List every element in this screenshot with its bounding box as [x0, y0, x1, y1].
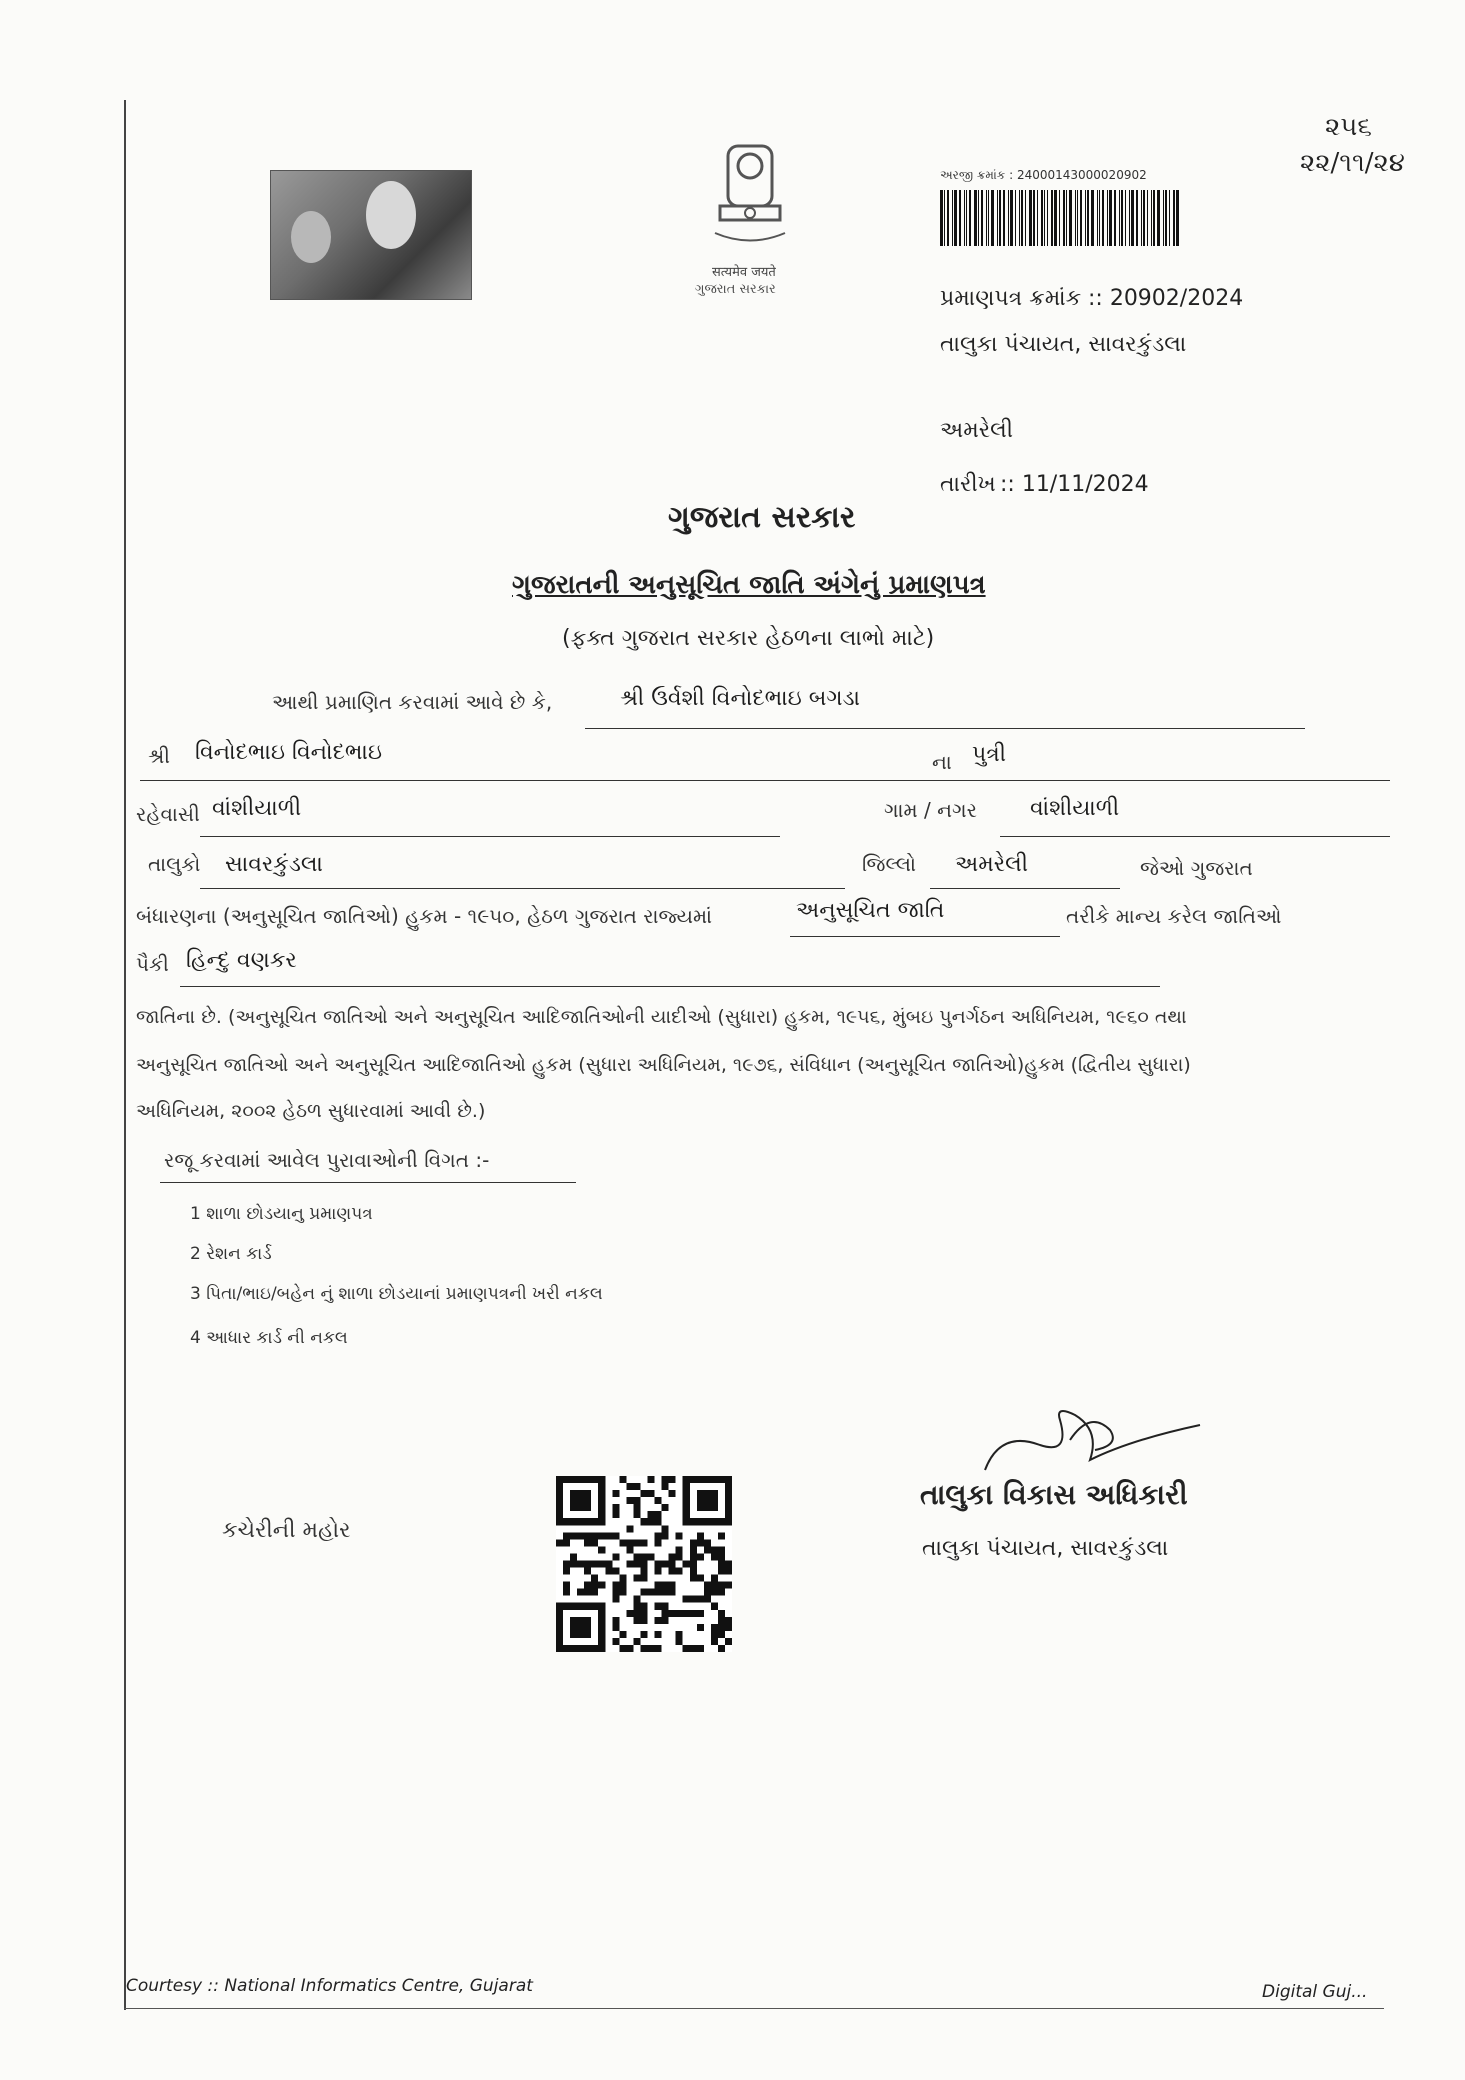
barcode-bar: [978, 190, 979, 246]
amendment-para-line2: અનુસૂચિત જાતિઓ અને અનુસૂચિત આદિજાતિઓ હુકમ (સુધારા અધિનિયમ, ૧૯૭૬, સંવિધાન (અનુસૂચિત જાતિઓ)હુકમ (દ્વિતીય સુધારા): [136, 1054, 1191, 1076]
barcode-bar: [952, 190, 953, 246]
certificate-purpose: (ફક્ત ગુજરાત સરકાર હેઠળના લાભો માટે): [562, 626, 935, 651]
barcode-bar: [1069, 190, 1072, 246]
barcode-bar: [1037, 190, 1038, 246]
barcode-bar: [1157, 190, 1160, 246]
barcode: [940, 190, 1230, 246]
barcode-bar: [1075, 190, 1076, 246]
barcode-bar: [1102, 190, 1104, 246]
barcode-bar: [1119, 190, 1120, 246]
barcode-bar: [1165, 190, 1167, 246]
barcode-bar: [1051, 190, 1053, 246]
barcode-bar: [1121, 190, 1123, 246]
page-border-bottom: [124, 2008, 1384, 2009]
constitution-order-text: બંધારણના (અનુસૂચિત જાતિઓ) હુકમ - ૧૯૫૦, હેઠળ ગુજરાત રાજ્યમાં: [136, 904, 712, 928]
village-label: ગામ / નગર: [884, 798, 977, 822]
footer-digital-gujarat: Digital Guj...: [1262, 1982, 1368, 2002]
date-label: તારીખ: [940, 472, 996, 497]
barcode-bar: [1033, 190, 1035, 246]
issuer-district: અમરેલી: [940, 418, 1014, 443]
barcode-bar: [1077, 190, 1078, 246]
emblem-motto: सत्यमेव जयते: [712, 265, 776, 280]
barcode-bar: [969, 190, 971, 246]
barcode-bar: [1153, 190, 1155, 246]
barcode-bar: [959, 190, 961, 246]
barcode-bar: [1054, 190, 1057, 246]
caste-category: અનુસૂચિત જાતિ: [796, 898, 945, 923]
handwritten-ref-date: ૨૨/૧૧/૨૪: [1300, 148, 1405, 178]
ashoka-emblem-icon: [700, 138, 800, 268]
village-value: વાંશીયાળી: [1030, 796, 1120, 821]
holder-name-underline: [585, 728, 1305, 729]
barcode-bar: [1041, 190, 1043, 246]
evidence-item-3: 3 પિતા/ભાઇ/બહેન નું શાળા છોડયાનાં પ્રમાણપત્રની ખરી નકલ: [190, 1284, 603, 1304]
barcode-bar: [966, 190, 967, 246]
state-label: જેઓ ગુજરાત: [1140, 856, 1253, 880]
barcode-bar: [1085, 190, 1086, 246]
barcode-bar: [1143, 190, 1145, 246]
handwritten-ref-number: ૨૫૬: [1325, 112, 1372, 142]
barcode-bar: [1176, 190, 1179, 246]
barcode-bar: [986, 190, 987, 246]
amendment-para-line3: અધિનિયમ, ૨૦૦૨ હેઠળ સુધારવામાં આવી છે.): [136, 1100, 486, 1122]
barcode-bar: [1003, 190, 1005, 246]
barcode-bar: [988, 190, 989, 246]
father-prefix: શ્રી: [148, 744, 171, 768]
barcode-bar: [1044, 190, 1045, 246]
barcode-bar: [997, 190, 998, 246]
barcode-bar: [944, 190, 945, 246]
barcode-bar: [1015, 190, 1016, 246]
barcode-bar: [1141, 190, 1142, 246]
evidence-heading: રજૂ કરવામાં આવેલ પુરાવાઓની વિગત :-: [164, 1148, 490, 1172]
barcode-bar: [1151, 190, 1152, 246]
caste-name-underline: [180, 986, 1160, 987]
evidence-item-2: 2 રેશન કાર્ડ: [190, 1244, 272, 1264]
taluka-underline: [200, 888, 845, 889]
barcode-bar: [1059, 190, 1060, 246]
barcode-bar: [974, 190, 977, 246]
father-name: વિનોદભાઇ વિનોદભાઇ: [195, 740, 382, 765]
barcode-bar: [1019, 190, 1020, 246]
barcode-bar: [1066, 190, 1067, 246]
caste-name: હિન્દુ વણકર: [186, 948, 297, 973]
barcode-bar: [1080, 190, 1082, 246]
village-underline: [1000, 836, 1390, 837]
barcode-bar: [1107, 190, 1108, 246]
barcode-bar: [1129, 190, 1130, 246]
recognised-castes-text: તરીકે માન્ય કરેલ જાતિઓ: [1066, 904, 1282, 928]
barcode-bar: [1147, 190, 1148, 246]
signatory-office: તાલુકા પંચાયત, સાવરકુંડલા: [922, 1536, 1169, 1561]
barcode-bar: [1114, 190, 1116, 246]
barcode-bar: [1008, 190, 1009, 246]
father-underline: [140, 780, 1390, 781]
barcode-bar: [1029, 190, 1032, 246]
office-stamp-label: કચેરીની મહોર: [222, 1518, 351, 1543]
barcode-bar: [1091, 190, 1094, 246]
district-label: જિલ્લો: [862, 852, 916, 876]
barcode-bar: [1099, 190, 1100, 246]
barcode-bar: [981, 190, 983, 246]
resident-value: વાંશીયાળી: [212, 796, 302, 821]
qr-code-icon: [556, 1476, 732, 1652]
barcode-bar: [1021, 190, 1023, 246]
footer-courtesy: Courtesy :: National Informatics Centre, Gujarat: [126, 1976, 533, 1996]
district-value: અમરેલી: [955, 852, 1029, 877]
certificate-title: ગુજરાતની અનુસૂચિત જાતિ અંગેનું પ્રમાણપત્ર: [512, 570, 986, 600]
barcode-bar: [1173, 190, 1175, 246]
taluka-value: સાવરકુંડલા: [225, 852, 323, 877]
photo-face-secondary: [291, 211, 331, 263]
issue-date: :: 11/11/2024: [1000, 472, 1149, 497]
resident-label: રહેવાસી: [136, 802, 200, 826]
barcode-bar: [1025, 190, 1026, 246]
application-number: અરજી ક્રમાંક : 24000143000020902: [940, 168, 1147, 182]
holder-photo: [270, 170, 472, 300]
relation-prefix: ના: [932, 750, 952, 774]
barcode-bar: [940, 190, 943, 246]
signatory-title: તાલુકા વિકાસ અધિકારી: [920, 1478, 1188, 1511]
barcode-bar: [954, 190, 957, 246]
page-border-left: [124, 100, 126, 2010]
evidence-heading-underline: [160, 1182, 576, 1183]
certificate-number: :: 20902/2024: [1088, 286, 1244, 311]
barcode-bar: [1063, 190, 1065, 246]
district-underline: [930, 888, 1120, 889]
emblem-caption: ગુજરાત સરકાર: [695, 282, 776, 297]
government-title: ગુજરાત સરકાર: [668, 500, 856, 535]
barcode-bar: [1097, 190, 1098, 246]
barcode-bar: [964, 190, 965, 246]
holder-name: શ્રી ઉર્વશી વિનોદભાઇ બગડા: [620, 686, 860, 711]
amendment-para-line1: જાતિના છે. (અનુસૂચિત જાતિઓ અને અનુસૂચિત આદિજાતિઓની યાદીઓ (સુધારા) હુકમ, ૧૯૫૬, મુંબઇ પુનર્ગઠન અધિનિયમ, ૧૯૬૦ તથા: [136, 1006, 1187, 1028]
barcode-bar: [1131, 190, 1134, 246]
relation: પુત્રી: [972, 742, 1007, 767]
barcode-bar: [1010, 190, 1013, 246]
among-prefix: પૈકી: [136, 952, 169, 976]
barcode-bar: [1087, 190, 1089, 246]
intro-text: આથી પ્રમાણિત કરવામાં આવે છે કે,: [272, 690, 553, 714]
evidence-item-4: 4 આધાર કાર્ડ ની નકલ: [190, 1328, 348, 1348]
barcode-bar: [991, 190, 994, 246]
taluka-label: તાલુકો: [148, 852, 201, 876]
barcode-bar: [1169, 190, 1170, 246]
barcode-bar: [1136, 190, 1138, 246]
barcode-bar: [947, 190, 949, 246]
certificate-number-label: પ્રમાણપત્ર ક્રમાંક: [940, 286, 1082, 311]
barcode-bar: [1047, 190, 1048, 246]
caste-category-underline: [790, 936, 1060, 937]
signature-icon: [980, 1400, 1220, 1490]
barcode-bar: [1163, 190, 1164, 246]
issuer-office: તાલુકા પંચાયત, સાવરકુંડલા: [940, 332, 1187, 357]
barcode-bar: [999, 190, 1001, 246]
evidence-item-1: 1 શાળા છોડયાનુ પ્રમાણપત્ર: [190, 1204, 373, 1224]
barcode-bar: [1109, 190, 1112, 246]
photo-face: [366, 181, 416, 249]
resident-underline: [200, 836, 780, 837]
barcode-bar: [1125, 190, 1126, 246]
